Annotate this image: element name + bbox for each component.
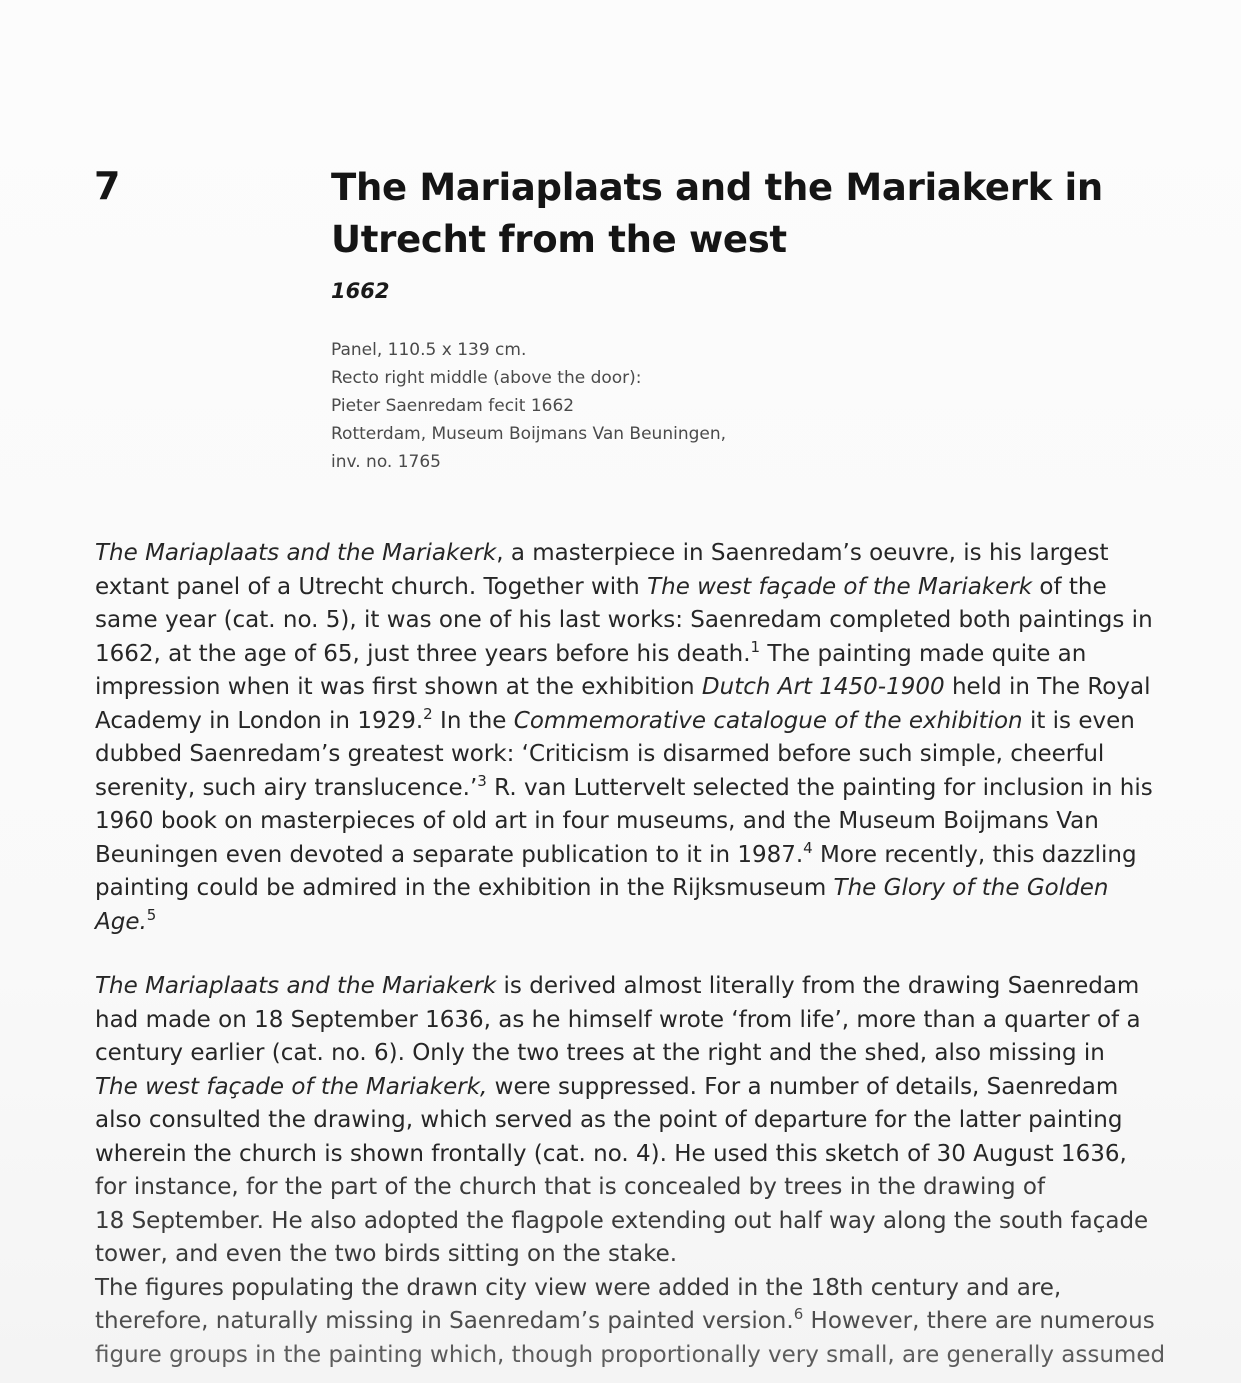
detail-inscription-location: Recto right middle (above the door):: [331, 368, 642, 388]
text-run: 18 September. He also adopted the flagpole extending out half way along the south façade: [95, 1207, 1149, 1234]
body-text: [95, 537, 1215, 1372]
detail-inscription: Pieter Saenredam fecit 1662: [331, 396, 575, 416]
text-line: [95, 1205, 1215, 1239]
italic-title: The Mariaplaats and the Mariakerk: [95, 973, 497, 999]
text-run: wherein the church is shown frontally (cat. no. 4). He used this sketch of 30 August 1636,: [95, 1140, 1127, 1167]
text-line: [95, 671, 1215, 705]
italic-title: The west façade of the Mariakerk: [647, 573, 1033, 600]
text-line: [95, 772, 1215, 806]
text-line: [95, 839, 1215, 873]
text-line: [95, 1171, 1215, 1205]
text-line: [95, 738, 1215, 772]
title-line: Utrecht from the west: [331, 218, 787, 261]
text-line: [95, 970, 1215, 1004]
text-run: However, there are numerous: [803, 1308, 1155, 1334]
text-line: [95, 705, 1215, 739]
text-run: figure groups in the painting which, though proportionally very small, are generally assumed: [95, 1341, 1166, 1368]
text-run: same year (cat. no. 5), it was one of his last works: Saenredam completed both paintings in: [95, 607, 1153, 633]
body-paragraph: [95, 970, 1215, 1272]
text-run: More recently, this dazzling: [812, 841, 1137, 868]
text-run: impression when it was first shown at the exhibition: [95, 674, 702, 700]
text-run: 1960 book on masterpieces of old art in four museums, and the Museum Boijmans Van: [95, 808, 1099, 834]
body-paragraph: [95, 1272, 1215, 1373]
text-run: also consulted the drawing, which served as the point of departure for the latter painting: [95, 1107, 1123, 1133]
text-run: R. van Luttervelt selected the painting for inclusion in his: [486, 774, 1153, 801]
text-run: of the: [1032, 573, 1107, 600]
text-line: [95, 1104, 1215, 1138]
text-line: [95, 805, 1215, 839]
text-line: [95, 1272, 1215, 1306]
body-paragraph: [95, 537, 1215, 939]
footnote-ref: 4: [803, 838, 813, 857]
text-line: [95, 1305, 1215, 1339]
text-run: is derived almost literally from the drawing Saenredam: [496, 973, 1140, 999]
text-run: therefore, naturally missing in Saenredam’s painted version.: [95, 1308, 794, 1334]
italic-title: Age.: [95, 908, 147, 935]
detail-inventory: inv. no. 1765: [331, 452, 441, 472]
text-run: , a masterpiece in Saenredam’s oeuvre, is his largest: [496, 540, 1109, 566]
date: 1662: [331, 279, 390, 303]
text-run: it is even: [1022, 707, 1135, 734]
text-line: [95, 906, 1215, 940]
footnote-ref: 1: [750, 637, 761, 656]
text-line: [95, 604, 1215, 638]
text-run: for instance, for the part of the church that is concealed by trees in the drawing of: [95, 1174, 1046, 1200]
text-line: [95, 537, 1215, 571]
footnote-ref: 5: [146, 905, 157, 924]
page-title: [331, 162, 1131, 266]
text-run: painting could be admired in the exhibition in the Rijksmuseum: [95, 875, 834, 901]
text-run: dubbed Saenredam’s greatest work: ‘Criticism is disarmed before such simple, cheerful: [95, 741, 1105, 767]
text-run: 1662, at the age of 65, just three years before his death.: [95, 640, 751, 667]
text-line: [95, 872, 1215, 906]
text-run: Academy in London in 1929.: [95, 707, 424, 734]
text-line: [95, 1071, 1215, 1105]
text-run: were suppressed. For a number of details, Saenredam: [487, 1073, 1119, 1100]
italic-title: The west façade of the Mariakerk,: [95, 1073, 488, 1100]
text-line: [95, 1238, 1215, 1272]
text-run: had made on 18 September 1636, as he himself wrote ‘from life’, more than a quarter of a: [95, 1006, 1141, 1033]
text-line: [95, 638, 1215, 672]
text-run: Beuningen even devoted a separate publication to it in 1987.: [95, 841, 804, 868]
footnote-ref: 6: [793, 1305, 804, 1323]
text-run: tower, and even the two birds sitting on the stake.: [95, 1241, 678, 1267]
text-run: century earlier (cat. no. 6). Only the two trees at the right and the shed, also missing in: [95, 1040, 1105, 1066]
object-details: [331, 336, 726, 476]
text-line: [95, 571, 1215, 605]
italic-title: The Glory of the Golden: [833, 875, 1109, 901]
italic-title: Dutch Art 1450-1900: [701, 674, 945, 700]
footnote-ref: 2: [423, 704, 433, 723]
text-line: [95, 1138, 1215, 1172]
title-line: The Mariaplaats and the Mariakerk in: [331, 166, 1103, 209]
text-line: [95, 1037, 1215, 1071]
footnote-ref: 3: [477, 771, 487, 790]
text-line: [95, 1004, 1215, 1038]
text-run: held in The Royal: [944, 674, 1151, 700]
text-run: In the: [432, 707, 514, 734]
italic-title: Commemorative catalogue of the exhibition: [513, 707, 1023, 734]
text-run: extant panel of a Utrecht church. Together with: [95, 573, 648, 600]
text-line: [95, 1339, 1215, 1373]
text-run: The figures populating the drawn city view were added in the 18th century and are,: [95, 1274, 1062, 1301]
text-run: serenity, such airy translucence.’: [95, 774, 478, 801]
catalogue-number: 7: [94, 164, 121, 208]
italic-title: The Mariaplaats and the Mariakerk: [95, 540, 497, 566]
detail-medium: Panel, 110.5 x 139 cm.: [331, 340, 527, 360]
detail-collection: Rotterdam, Museum Boijmans Van Beuningen,: [331, 424, 727, 444]
text-run: The painting made quite an: [760, 640, 1087, 667]
